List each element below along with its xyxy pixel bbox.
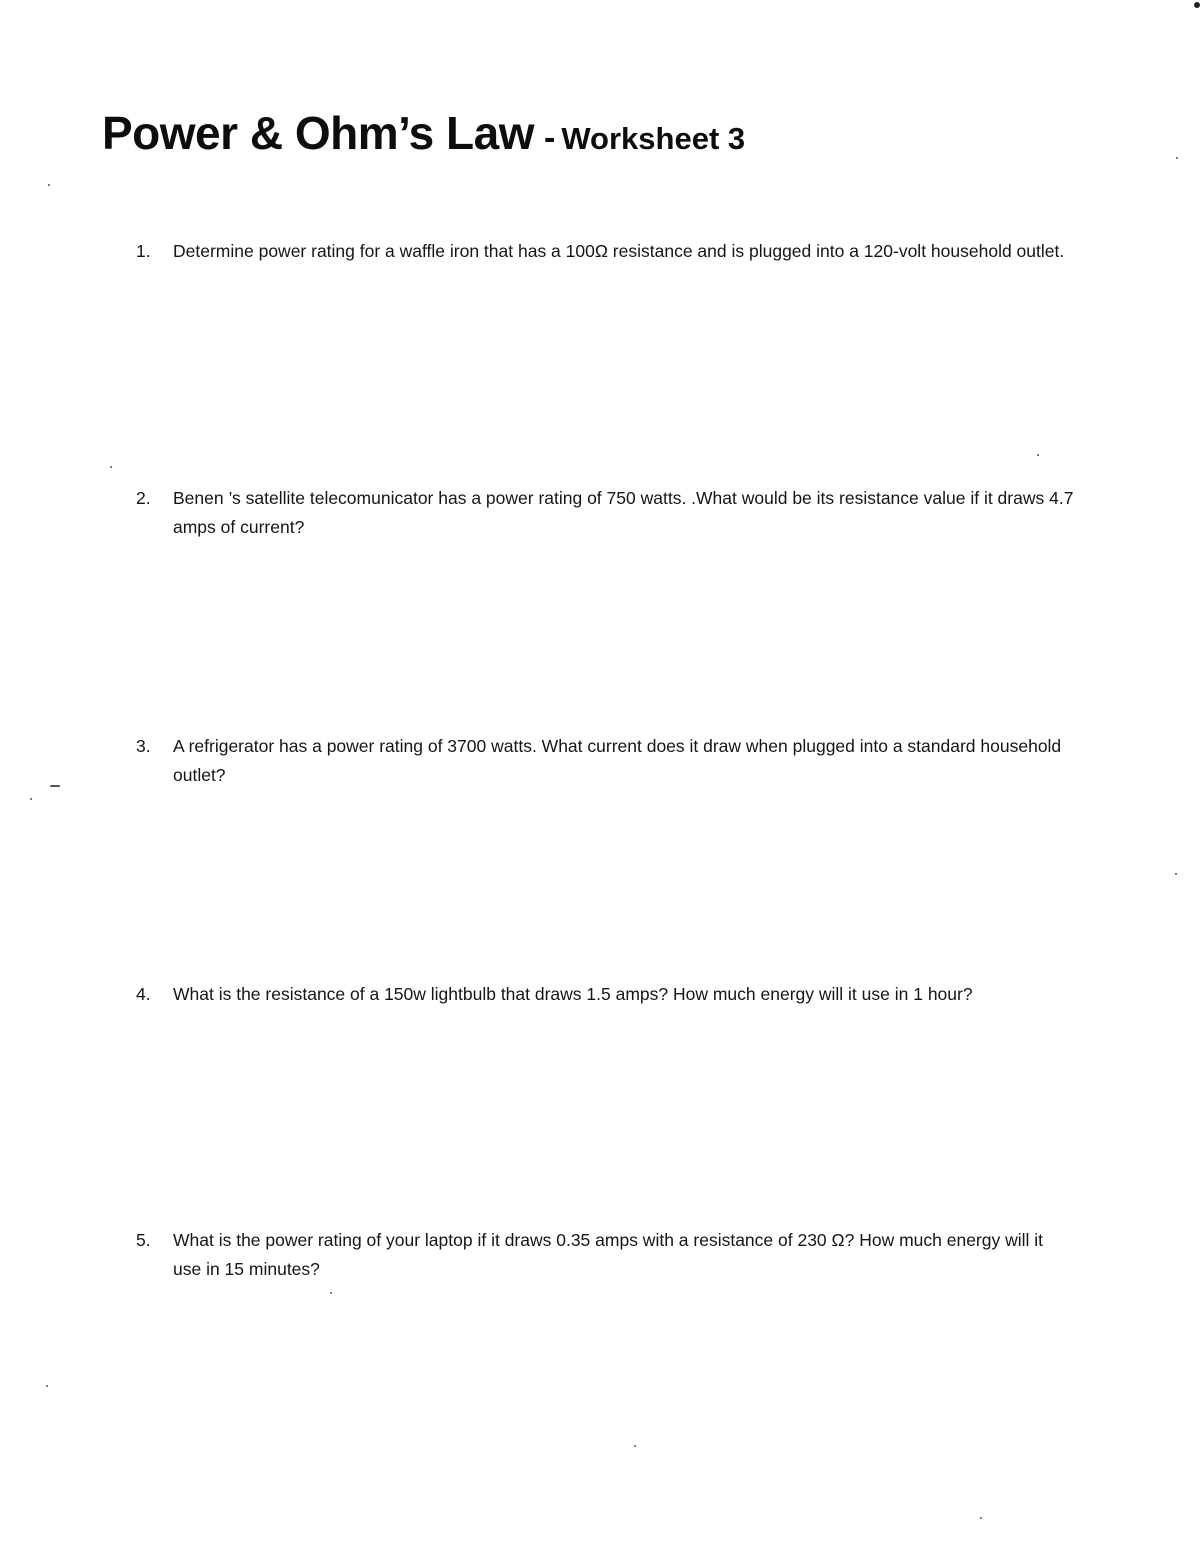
- scan-speck: [46, 1385, 48, 1387]
- question-4: [136, 980, 1076, 1009]
- scan-speck: [30, 798, 32, 800]
- question-number: 2.: [136, 488, 151, 508]
- scan-speck: [1176, 157, 1178, 159]
- scan-speck: [1037, 454, 1039, 456]
- question-5: [136, 1226, 1076, 1284]
- question-number: 5.: [136, 1230, 151, 1250]
- worksheet-title: [102, 107, 746, 159]
- question-3: [136, 732, 1076, 790]
- scan-speck: [110, 466, 112, 468]
- question-1: [136, 237, 1076, 266]
- scan-speck: [980, 1517, 982, 1519]
- question-text: A refrigerator has a power rating of 3700 watts. What current does it draw when plugged into a standard household outlet?: [173, 736, 1062, 785]
- question-text: What is the power rating of your laptop if it draws 0.35 amps with a resistance of 230 Ω? How much energy will it use in 15 minutes?: [173, 1230, 1044, 1279]
- scan-speck: [634, 1445, 636, 1447]
- title-dash: -: [544, 119, 556, 157]
- question-text: Benen ’s satellite telecomunicator has a power rating of 750 watts. .What would be its resistance value if it draws 4.7 amps of current?: [173, 488, 1074, 537]
- scan-speck: [48, 184, 50, 186]
- question-text: Determine power rating for a waffle iron that has a 100Ω resistance and is plugged into a 120-volt household outlet.: [173, 241, 1065, 261]
- title-subtitle: Worksheet 3: [561, 121, 746, 156]
- scan-speck: [50, 785, 60, 787]
- scan-speck: [1175, 873, 1177, 875]
- question-number: 4.: [136, 984, 151, 1004]
- scan-speck: [330, 1292, 332, 1294]
- question-number: 1.: [136, 241, 151, 261]
- scan-speck: [1194, 2, 1200, 8]
- question-text: What is the resistance of a 150w lightbulb that draws 1.5 amps? How much energy will it use in 1 hour?: [173, 984, 973, 1004]
- question-2: [136, 484, 1076, 542]
- title-main: Power & Ohm’s Law: [102, 107, 535, 159]
- question-number: 3.: [136, 736, 151, 756]
